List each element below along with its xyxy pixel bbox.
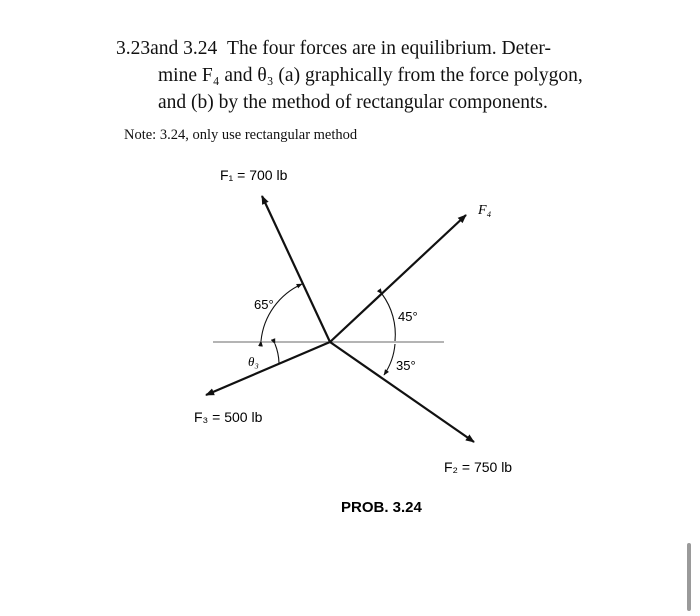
problem-line-1: The four forces are in equilibrium. Deter- [227,38,551,59]
f3-force-arrow [206,342,330,395]
f3-label: F₃ = 500 lb [194,409,263,425]
figure-caption: PROB. 3.24 [341,499,422,516]
angle-35-label: 35° [396,358,416,373]
note-text: Note: 3.24, only use rectangular method [124,127,358,143]
f1-label: F₁ = 700 lb [220,167,288,183]
problem-line-3: and (b) by the method of rectangular components. [158,92,548,113]
f4-label: F₄ [478,203,492,218]
f2-force-arrow [330,342,474,442]
problem-number: 3.23and 3.24 [116,38,218,59]
angle-65-arc [261,284,302,341]
theta3-label: θ₃ [248,354,259,369]
angle-45-label: 45° [398,309,418,324]
f2-label: F₂ = 750 lb [444,459,513,475]
theta3-arc [275,344,279,363]
angle-35-arc [384,344,395,375]
problem-line-2: mine F₄ and θ₃ (a) graphically from the force polygon, [158,65,583,86]
vertical-scrollbar[interactable] [687,543,691,611]
angle-65-label: 65° [254,297,274,312]
f1-force-arrow [262,196,330,342]
angle-45-arc [382,294,395,341]
